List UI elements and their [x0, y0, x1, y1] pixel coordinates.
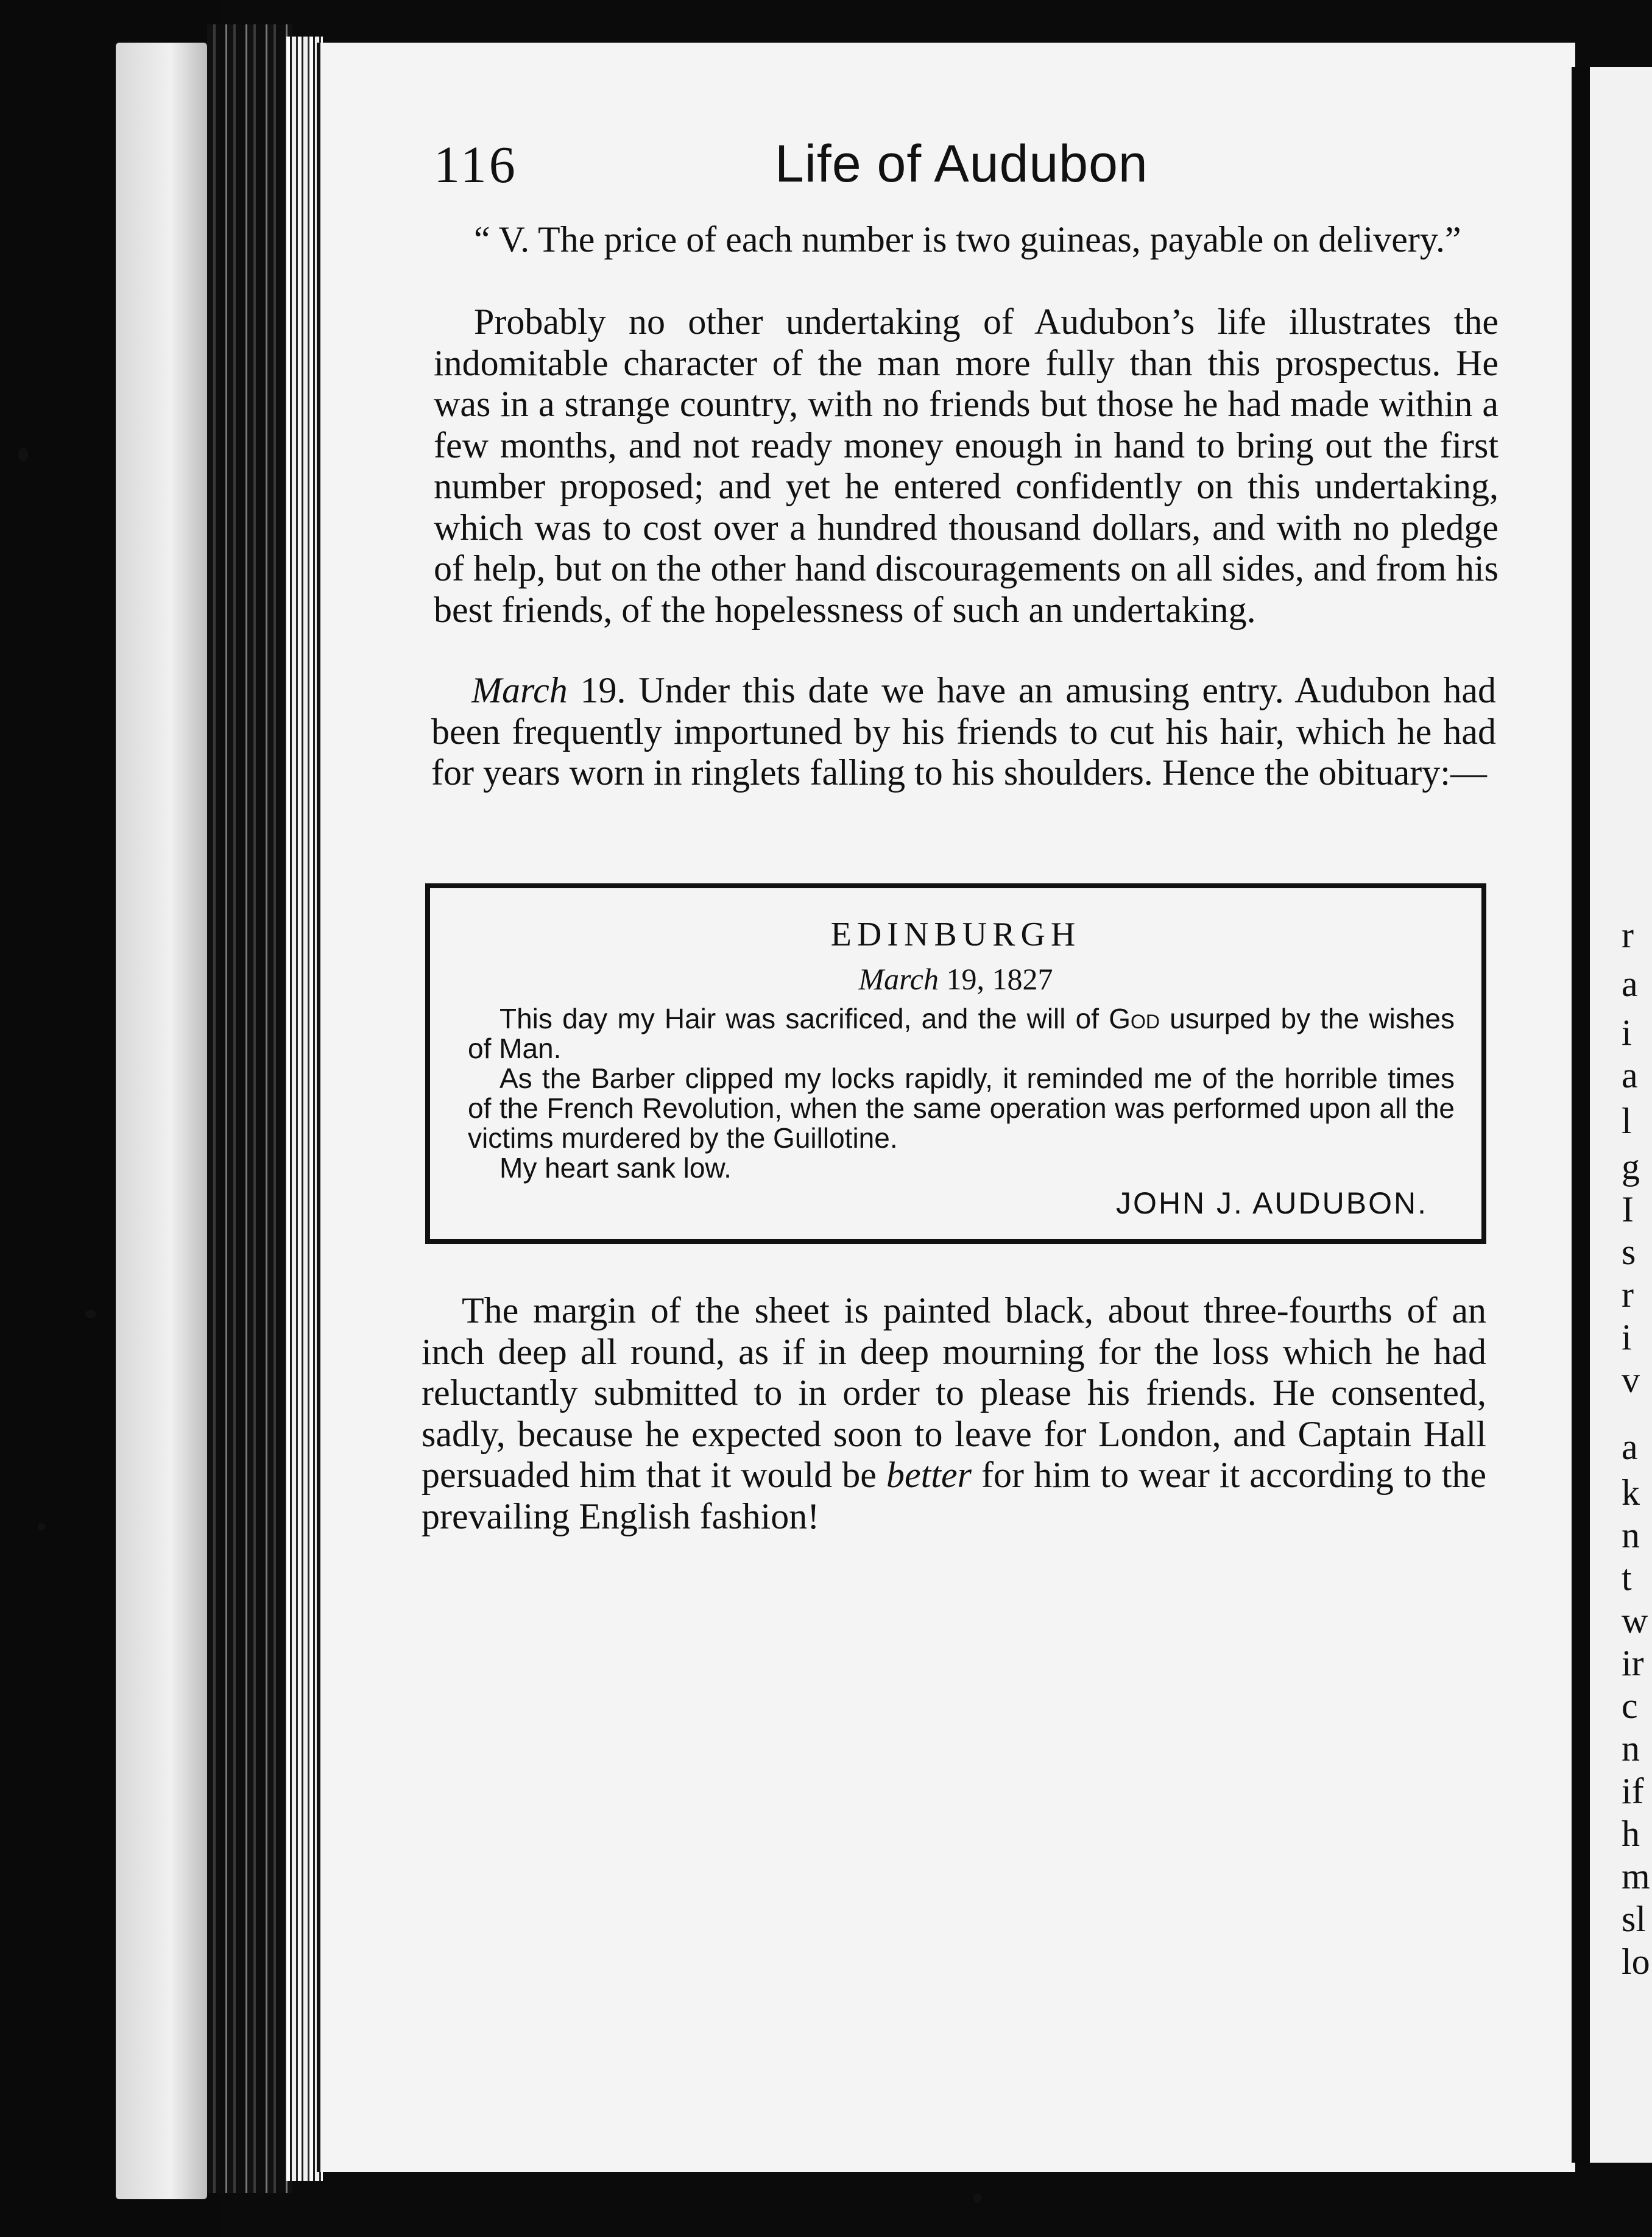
next-page-fragment: l	[1622, 1101, 1632, 1141]
next-page-fragment: c	[1622, 1686, 1638, 1726]
scan-speck	[18, 448, 28, 461]
next-page-fragment: n	[1622, 1728, 1640, 1769]
paragraph-undertaking: Probably no other undertaking of Audubon’s life illustrates the indomitable character of the man more fully than this prospectus. He was in a strange country, with no friends but those he had made within a few months, and not ready money enough in hand to bring out the first number proposed; and yet he entered confidently on this undertaking, which was to cost over a hundred thousand dollars, and with no pledge of help, but on the other hand discouragements on all sides, and from his best friends, of the hopelessness of such an undertaking.	[434, 302, 1498, 630]
next-page-fragment: h	[1622, 1814, 1640, 1854]
notice-text-god: God	[1109, 1003, 1160, 1034]
next-page-fragment: if	[1622, 1771, 1644, 1811]
notice-line: As the Barber clipped my locks rapidly, it reminded me of the horrible times of the French Revolution, when the same operation was performed upon all the victims murdered by the Guillotine.	[468, 1062, 1455, 1154]
notice-date-month: March	[858, 962, 939, 996]
next-page-fragment: a	[1622, 1427, 1638, 1467]
page-number: 116	[434, 135, 518, 194]
notice-date	[430, 961, 1481, 997]
date-italic: March	[471, 670, 568, 710]
scan-speck	[973, 2193, 982, 2203]
paragraph-margin-black	[422, 1290, 1486, 1537]
page-header	[434, 134, 1165, 207]
book-spine-shadow	[207, 24, 292, 2193]
paragraph-text: for him to wear it according to the prevailing English fashion!	[422, 1455, 1486, 1536]
previous-pages-edge	[116, 43, 207, 2199]
next-page-fragment: a	[1622, 964, 1638, 1004]
next-page-fragment: n	[1622, 1515, 1640, 1555]
scan-speck	[38, 1523, 45, 1530]
paragraph-italic-word: better	[886, 1455, 972, 1495]
paragraph-prospectus-item: “ V. The price of each number is two guineas, payable on delivery.”	[474, 219, 1461, 260]
next-page-fragment: v	[1622, 1360, 1640, 1400]
notice-signature: JOHN J. AUDUBON.	[1116, 1186, 1428, 1220]
next-page-fragment: r	[1622, 915, 1634, 955]
notice-body	[468, 1004, 1455, 1183]
obituary-notice	[425, 883, 1486, 1244]
paragraph-march-19	[431, 670, 1496, 794]
next-page-fragment: r	[1622, 1274, 1634, 1315]
next-page-fragment: sl	[1622, 1899, 1647, 1939]
next-page-fragment: a	[1622, 1055, 1638, 1095]
notice-line	[468, 1004, 1455, 1064]
notice-text: usurped by the wishes of Man.	[468, 1003, 1455, 1064]
running-title: Life of Audubon	[775, 135, 1148, 193]
next-page-fragment: s	[1622, 1232, 1636, 1272]
paragraph-march-19-text: 19. Under this date we have an amusing entry. Audubon had been frequently importuned by his friends to cut his hair, which he had for years worn in ringlets falling to his shoulders. Hence the obituary:—	[431, 670, 1496, 793]
next-page-fragment: m	[1622, 1856, 1650, 1896]
next-page-fragment: I	[1622, 1189, 1634, 1229]
next-page-fragment: lo	[1622, 1942, 1650, 1982]
next-page-fragment: t	[1622, 1558, 1632, 1598]
gutter-shadow	[1572, 67, 1590, 2163]
next-page-fragment: ir	[1622, 1643, 1644, 1683]
next-page-fragment: w	[1622, 1600, 1648, 1641]
notice-text: This day my Hair was sacrificed, and the will of	[499, 1003, 1109, 1034]
scan-speck	[85, 1310, 96, 1318]
notice-line: My heart sank low.	[499, 1152, 732, 1184]
next-page-fragment: i	[1622, 1012, 1632, 1053]
paragraph-text: The margin of the sheet is painted black, about three-fourths of an inch deep all round, as if in deep mourning for the loss which he had reluctantly submitted to in order to please his friends. He consented, sadly, because he expected soon to leave for London, and Captain Hall persuaded him that it would be	[422, 1290, 1486, 1495]
next-page-fragment: k	[1622, 1472, 1640, 1513]
notice-heading: EDINBURGH	[830, 916, 1081, 953]
next-page-fragment: i	[1622, 1317, 1632, 1357]
notice-date-rest: 19, 1827	[938, 962, 1053, 996]
next-page-sliver	[1590, 67, 1652, 2163]
next-page-fragment: g	[1622, 1147, 1640, 1187]
